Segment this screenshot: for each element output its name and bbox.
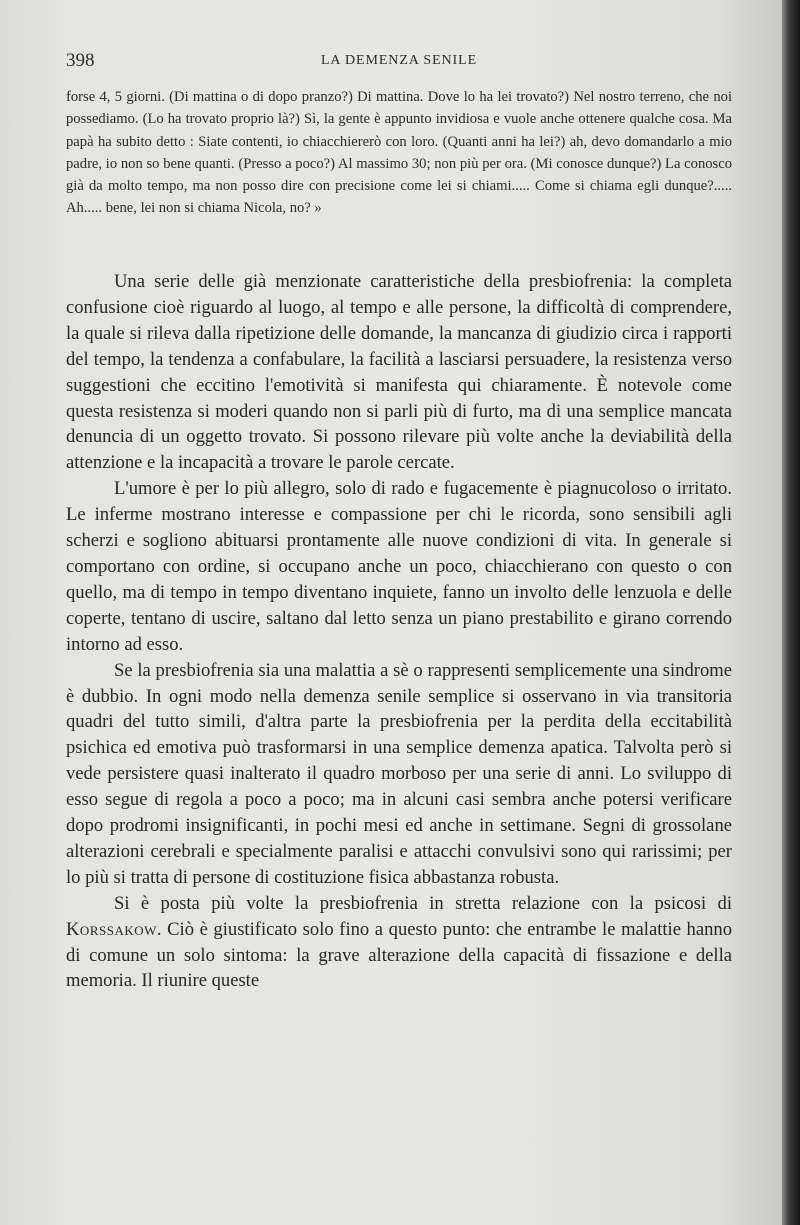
paragraph-2: L'umore è per lo più allegro, solo di rado e fugacemente è piagnucoloso o irritato. Le inferme mostrano interesse e compassione per chi le ricorda, sono sensibili agli scherzi e sogliono abituarsi prontamente alle nuove condizioni di vita. In generale si comportano con ordine, si occupano anche un poco, chiacchierano con questo o con quello, ma di tempo in tempo diventano inquiete, fanno un involto delle lenzuola e delle coperte, tentano di uscire, saltano dal letto senza un piano prestabilito e girano correndo intorno ad esso.	[66, 478, 732, 655]
paragraph-3: Se la presbiofrenia sia una malattia a sè o rappresenti semplicemente una sindrome è dubbio. In ogni modo nella demenza senile semplice si osservano in via transitoria quadri del tutto simili, d'altra parte la presbiofrenia per la perdita della eccitabilità psichica ed emotiva può trasformarsi in una semplice demenza apatica. Talvolta però si vede persistere quasi inalterato il quadro morboso per una serie di anni. Lo sviluppo di esso segue di regola a poco a poco; ma in alcuni casi sembra anche potersi verificare dopo prodromi insignificanti, in pochi mesi ed anche in settimane. Segni di grossolane alterazioni cerebrali e specialmente paralisi e attacchi convulsivi sono qui rarissimi; per lo più si tratta di persone di costituzione fisica abbastanza robusta.	[66, 659, 732, 888]
author-name: Korssakow	[66, 918, 157, 940]
paragraph-4-start: Si è posta più volte la presbiofrenia in stretta relazione con la psicosi di	[114, 892, 732, 914]
page-header	[66, 50, 732, 74]
running-title: LA DEMENZA SENILE	[320, 53, 478, 68]
body-text	[66, 269, 732, 994]
page-number: 398	[66, 50, 95, 71]
quoted-dialogue: forse 4, 5 giorni. (Di mattina o di dopo pranzo?) Di mattina. Dove lo ha lei trovato?) Nel nostro terreno, che noi possediamo. (Lo ha trovato proprio là?) Sì, la gente è appunto invidiosa e vuole anche ottenere qualche cosa. Ma papà ha subito detto : Siate contenti, io chiacchiererò con loro. (Quanti anni ha lei?) ah, devo domandarlo a mio padre, io non so bene quanti. (Presso a poco?) Al massimo 30; non più per ora. (Mi conosce dunque?) La conosco già da molto tempo, ma non posso dire con precisione come lei si chiami..... Come si chiama egli dunque?..... Ah..... bene, lei non si chiama Nicola, no? »	[66, 89, 732, 217]
page-edge-shadow	[782, 0, 800, 1225]
paragraph-4-end: . Ciò è giustificato solo fino a questo punto: che entrambe le malattie hanno di comune un solo sintoma: la grave alterazione della capacità di fissazione e della memoria. Il riunire queste	[66, 918, 732, 992]
paragraph-1: Una serie delle già menzionate caratteristiche della presbiofrenia: la completa confusione cioè riguardo al luogo, al tempo e alle persone, la difficoltà di comprendere, la quale si rileva dalla ripetizione delle domande, la mancanza di giudizio circa i rapporti del tempo, la tendenza a confabulare, la facilità a lasciarsi persuadere, la resistenza verso suggestioni che eccitino l'emotività si manifesta qui chiaramente. È notevole come questa resistenza si moderi quando non si parli più di furto, ma di una semplice mancata denuncia di un oggetto trovato. Si possono rilevare più volte anche la deviabilità della attenzione e la incapacità a trovare le parole cercate.	[66, 271, 732, 474]
paragraph-4	[66, 891, 732, 995]
